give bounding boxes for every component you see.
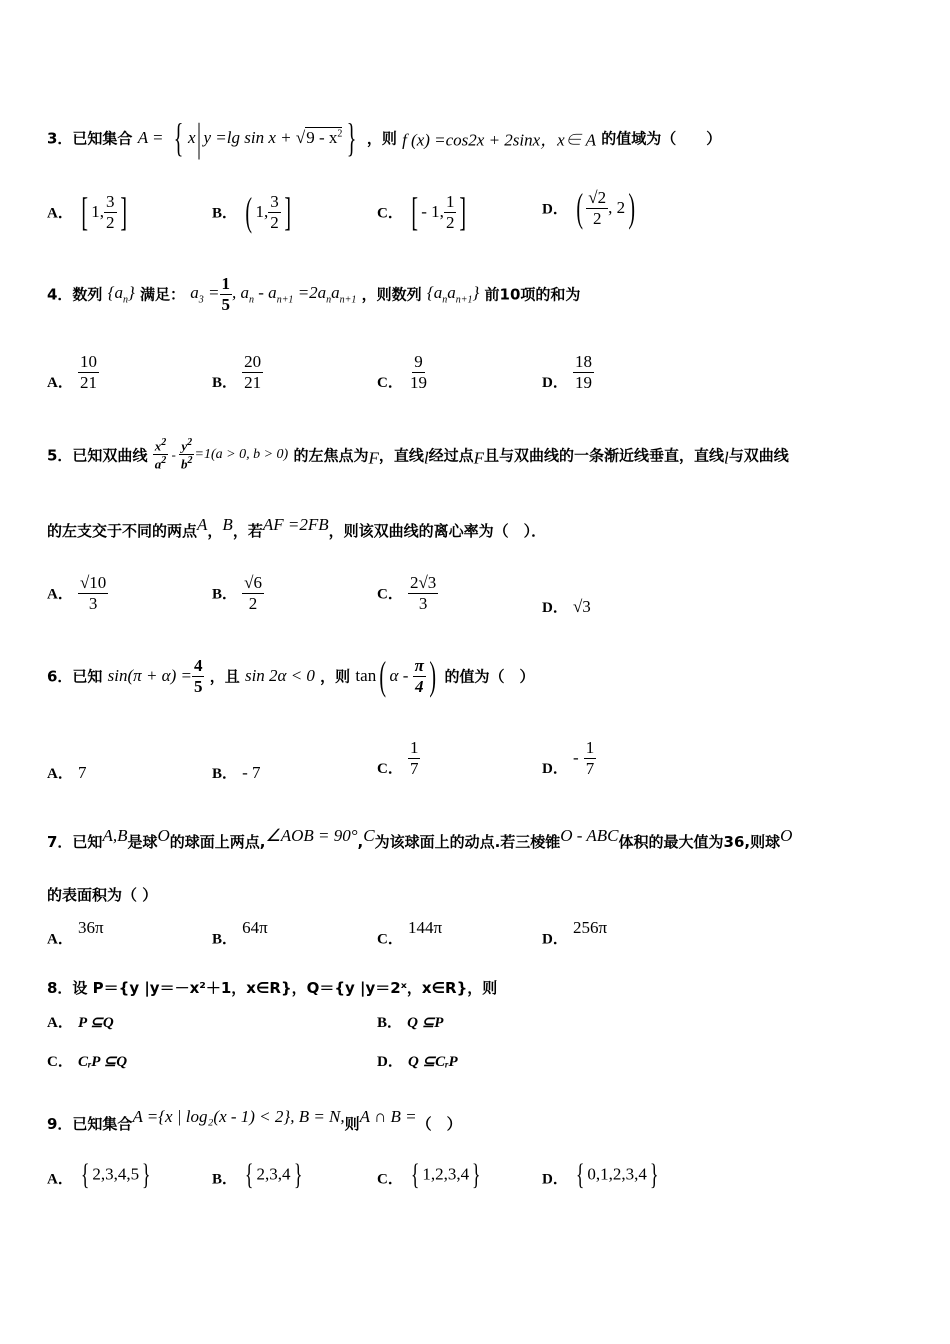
q4-option-a[interactable]: A． $\frac{10}{21}$ [47,352,97,392]
question-3: 3．已知集合 A = { x| y =lg $\sin x + √9 - x^2$ } ，则 f (x) =cos2x + 2sinx，x∈ A 的值域为（ ） [47,115,722,160]
q5-option-d[interactable]: D． √3 [542,597,591,616]
question-7-line-2: 的表面积为（ ） [47,886,158,904]
q9-option-a[interactable]: A． { 2,3,4,5} [47,1158,151,1191]
q3-number: 3．已知集合 [47,129,133,148]
q8-option-d[interactable]: D． Q ⊆CᵣP [377,1054,458,1070]
q3-option-b[interactable]: B． ( 1, $\frac{3}{2}$ ] [212,189,291,235]
q4-option-b[interactable]: B． $\frac{20}{21}$ [212,352,262,392]
q5-option-a[interactable]: A． $\frac{√10}{3}$ [47,573,107,613]
q3-option-d[interactable]: D． ( $\frac{√2}{2}$ , 2) [542,185,636,231]
question-5-line-2: 的左支交于不同的两点A，B，若AF =2FB，则该双曲线的离心率为（ ）． [47,515,547,540]
question-8: 8．设 P＝{y |y＝－x²＋1，x∈R}，Q＝{y |y＝2ˣ，x∈R}，则 [47,979,498,997]
q7-option-b[interactable]: B． 64π [212,918,268,948]
q6-option-c[interactable]: C． $\frac{1}{7}$ [377,738,419,778]
question-6: 6．已知 sin(π + α) = $\frac{4}{5}$ ，且 sin 2α < 0 ，则 tan( α - $\frac{\pi}{4}$ ) 的值为（ ） [47,653,535,699]
q4-option-d[interactable]: D． $\frac{18}{19}$ [542,352,592,392]
question-7: 7．已知A,B是球O的球面上两点,∠AOB = 90°,C为该球面上的动点.若三棱锥O - ABC体积的最大值为36,则球O [47,826,793,851]
question-9: 9．已知集合A ={x | log₂(x - 1) < 2}, B = N,则A ∩ B =（ ） [47,1107,462,1133]
q7-option-d[interactable]: D． 256π [542,918,608,948]
q9-option-b[interactable]: B． { 2,3,4} [212,1158,303,1191]
q8-option-b[interactable]: B． Q ⊆P [377,1015,444,1031]
q8-option-c[interactable]: C． CᵣP ⊆Q [47,1054,128,1070]
q7-option-a[interactable]: A． 36π [47,918,104,948]
q8-option-a[interactable]: A． P ⊆Q [47,1015,114,1031]
q9-option-d[interactable]: D． { 0,1,2,3,4} [542,1158,659,1191]
q5-option-b[interactable]: B． $\frac{√6}{2}$ [212,573,262,613]
question-4: 4．数列 $\{a_n\}$ 满足： $a_3$ = $\frac{1}{5}$ , $a_n - a_{n+1} =2a_na_{n+1}$ ，则数列 $\{a_na_{n+1}\}$ 前10项的和为 [47,274,581,314]
q5-option-c[interactable]: C． $\frac{2√3}{3}$ [377,573,437,613]
q7-option-c[interactable]: C． 144π [377,918,443,948]
q6-option-a[interactable]: A． 7 [47,763,87,782]
q6-option-d[interactable]: D． - $\frac{1}{7}$ [542,738,595,778]
question-5: 5．已知双曲线 $\frac{x^2}{a^2}$ - $\frac{y^2}{b^2}$ =1(a > 0, b > 0) 的左焦点为F，直线l经过点F且与双曲线的一条渐近线垂直，直线l与双曲线 [47,437,789,472]
q4-option-c[interactable]: C． $\frac{9}{19}$ [377,352,427,392]
q6-option-b[interactable]: B． - 7 [212,763,261,782]
q3-option-a[interactable]: A． [ 1, $\frac{3}{2}$ ] [47,189,127,235]
q3-option-c[interactable]: C． [ - 1, $\frac{1}{2}$ ] [377,189,467,235]
q9-option-c[interactable]: C． { 1,2,3,4} [377,1158,481,1191]
